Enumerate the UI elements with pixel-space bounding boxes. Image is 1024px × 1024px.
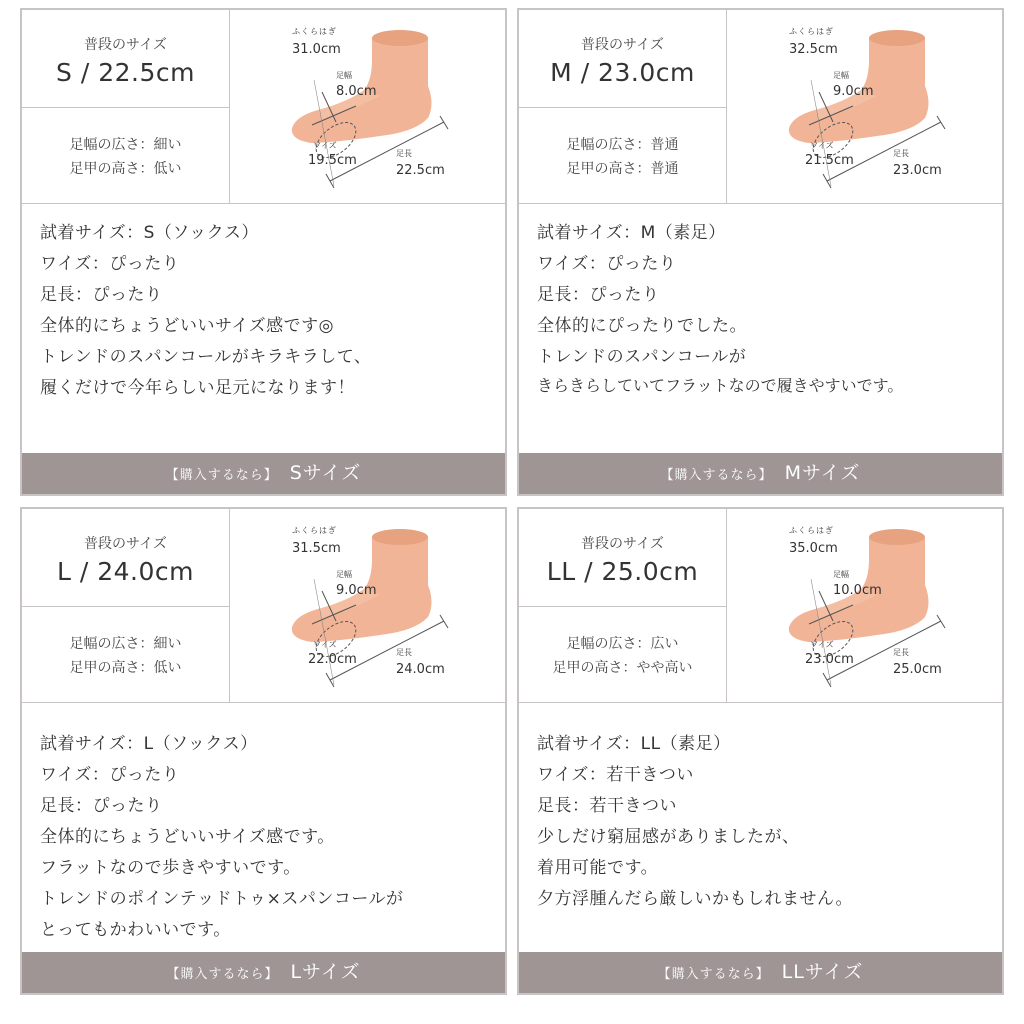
- calf-value: 32.5cm: [789, 42, 838, 57]
- review-line: 足長：若干きつい: [537, 796, 677, 816]
- calf-label: ふくらはぎ: [292, 27, 337, 36]
- review-line: とってもかわいいです。: [40, 920, 231, 940]
- review-line: 履くだけで今年らしい足元になります！: [40, 378, 355, 398]
- usual-size-block: [22, 509, 229, 607]
- review-line: 夕方浮腫んだら厳しいかもしれません。: [537, 889, 854, 909]
- foot-width-text: 足幅の広さ：細い: [69, 636, 182, 652]
- review-line: 足長：ぴったり: [40, 796, 163, 816]
- length-label: 足長: [396, 149, 412, 158]
- review-card-l: [20, 507, 507, 995]
- foot-measurement-diagram: [230, 509, 505, 702]
- usual-size-block: [519, 10, 726, 108]
- review-line: 全体的にちょうどいいサイズ感です。: [40, 827, 335, 847]
- buy-prefix: 【購入するなら】: [165, 468, 278, 483]
- review-line: 全体的にちょうどいいサイズ感です◎: [40, 316, 334, 336]
- calf-value: 35.0cm: [789, 541, 838, 556]
- review-text: [22, 204, 505, 452]
- buy-size-button[interactable]: [22, 952, 505, 993]
- foot-illustration: [230, 509, 505, 702]
- foot-width-text: 足幅の広さ：細い: [69, 137, 182, 153]
- width-value: 8.0cm: [336, 84, 377, 99]
- instep-height-text: 足甲の高さ：やや高い: [552, 660, 693, 676]
- usual-size-label: 普段のサイズ: [581, 37, 664, 53]
- usual-size-value: M / 23.0cm: [550, 58, 695, 87]
- width-value: 9.0cm: [336, 583, 377, 598]
- review-line: 着用可能です。: [537, 858, 659, 878]
- length-label: 足長: [893, 149, 909, 158]
- size-info: [519, 509, 727, 702]
- usual-size-block: [22, 10, 229, 108]
- width-label: 足幅: [833, 71, 849, 80]
- usual-size-value: L / 24.0cm: [56, 557, 194, 586]
- usual-size-label: 普段のサイズ: [84, 37, 167, 53]
- review-line: 少しだけ窮屈感がありましたが、: [537, 827, 800, 847]
- length-label: 足長: [396, 648, 412, 657]
- length-value: 24.0cm: [396, 662, 445, 677]
- review-line: ワイズ：若干きつい: [537, 765, 694, 785]
- review-card-m: [517, 8, 1004, 496]
- usual-size-value: LL / 25.0cm: [546, 557, 699, 586]
- buy-prefix: 【購入するなら】: [660, 468, 773, 483]
- review-card-ll: [517, 507, 1004, 995]
- length-label: 足長: [893, 648, 909, 657]
- foot-measurement-diagram: [727, 509, 1002, 702]
- foot-measurement-diagram: [230, 10, 505, 203]
- size-info: [22, 509, 230, 702]
- wise-value: 19.5cm: [308, 153, 357, 168]
- review-card-s: [20, 8, 507, 496]
- buy-size: Lサイズ: [290, 961, 361, 983]
- foot-features: [519, 607, 726, 702]
- buy-prefix: 【購入するなら】: [657, 967, 770, 982]
- buy-prefix: 【購入するなら】: [166, 967, 279, 982]
- review-line: ワイズ：ぴったり: [537, 254, 677, 274]
- wise-value: 21.5cm: [805, 153, 854, 168]
- review-line: 試着サイズ：S（ソックス）: [40, 223, 259, 243]
- review-line: 全体的にぴったりでした。: [537, 316, 747, 336]
- wise-label: ワイズ: [313, 640, 337, 649]
- length-value: 23.0cm: [893, 163, 942, 178]
- foot-features: [22, 108, 229, 203]
- buy-size: Mサイズ: [784, 462, 861, 484]
- foot-illustration: [230, 10, 505, 203]
- foot-measurement-diagram: [727, 10, 1002, 203]
- review-text: [22, 703, 505, 951]
- buy-size: LLサイズ: [781, 961, 864, 983]
- review-line: ワイズ：ぴったり: [40, 765, 180, 785]
- usual-size-block: [519, 509, 726, 607]
- calf-label: ふくらはぎ: [292, 526, 337, 535]
- review-line: トレンドのポインテッドトゥ×スパンコールが: [40, 889, 404, 909]
- width-label: 足幅: [336, 71, 352, 80]
- foot-illustration: [727, 509, 1002, 702]
- wise-value: 22.0cm: [308, 652, 357, 667]
- card-header: [22, 509, 505, 703]
- foot-width-text: 足幅の広さ：広い: [566, 636, 679, 652]
- calf-value: 31.0cm: [292, 42, 341, 57]
- review-line: ワイズ：ぴったり: [40, 254, 180, 274]
- foot-features: [22, 607, 229, 702]
- review-text: [519, 703, 1002, 951]
- width-label: 足幅: [336, 570, 352, 579]
- review-line: フラットなので歩きやすいです。: [40, 858, 301, 878]
- foot-illustration: [727, 10, 1002, 203]
- card-header: [22, 10, 505, 204]
- card-header: [519, 10, 1002, 204]
- usual-size-value: S / 22.5cm: [56, 58, 195, 87]
- review-line: 足長：ぴったり: [40, 285, 163, 305]
- review-line: 試着サイズ：M（素足）: [537, 223, 726, 243]
- usual-size-label: 普段のサイズ: [84, 536, 167, 552]
- wise-label: ワイズ: [313, 141, 337, 150]
- calf-value: 31.5cm: [292, 541, 341, 556]
- width-label: 足幅: [833, 570, 849, 579]
- buy-size-button[interactable]: [519, 952, 1002, 993]
- size-info: [22, 10, 230, 203]
- review-line: トレンドのスパンコールがキラキラして、: [40, 347, 372, 367]
- review-line: 足長：ぴったり: [537, 285, 660, 305]
- buy-size: Sサイズ: [289, 462, 362, 484]
- calf-label: ふくらはぎ: [789, 526, 834, 535]
- review-line: 試着サイズ：LL（素足）: [537, 734, 731, 754]
- review-line: きらきらしていてフラットなので履きやすいです。: [537, 376, 904, 395]
- width-value: 10.0cm: [833, 583, 882, 598]
- usual-size-label: 普段のサイズ: [581, 536, 664, 552]
- instep-height-text: 足甲の高さ：普通: [566, 161, 679, 177]
- instep-height-text: 足甲の高さ：低い: [69, 660, 182, 676]
- review-line: 試着サイズ：L（ソックス）: [40, 734, 258, 754]
- card-header: [519, 509, 1002, 703]
- size-info: [519, 10, 727, 203]
- wise-label: ワイズ: [810, 141, 834, 150]
- review-line: トレンドのスパンコールが: [537, 347, 747, 367]
- calf-label: ふくらはぎ: [789, 27, 834, 36]
- foot-features: [519, 108, 726, 203]
- instep-height-text: 足甲の高さ：低い: [69, 161, 182, 177]
- buy-size-button[interactable]: [519, 453, 1002, 494]
- review-text: [519, 204, 1002, 452]
- buy-size-button[interactable]: [22, 453, 505, 494]
- width-value: 9.0cm: [833, 84, 874, 99]
- length-value: 22.5cm: [396, 163, 445, 178]
- foot-width-text: 足幅の広さ：普通: [566, 137, 679, 153]
- wise-value: 23.0cm: [805, 652, 854, 667]
- length-value: 25.0cm: [893, 662, 942, 677]
- wise-label: ワイズ: [810, 640, 834, 649]
